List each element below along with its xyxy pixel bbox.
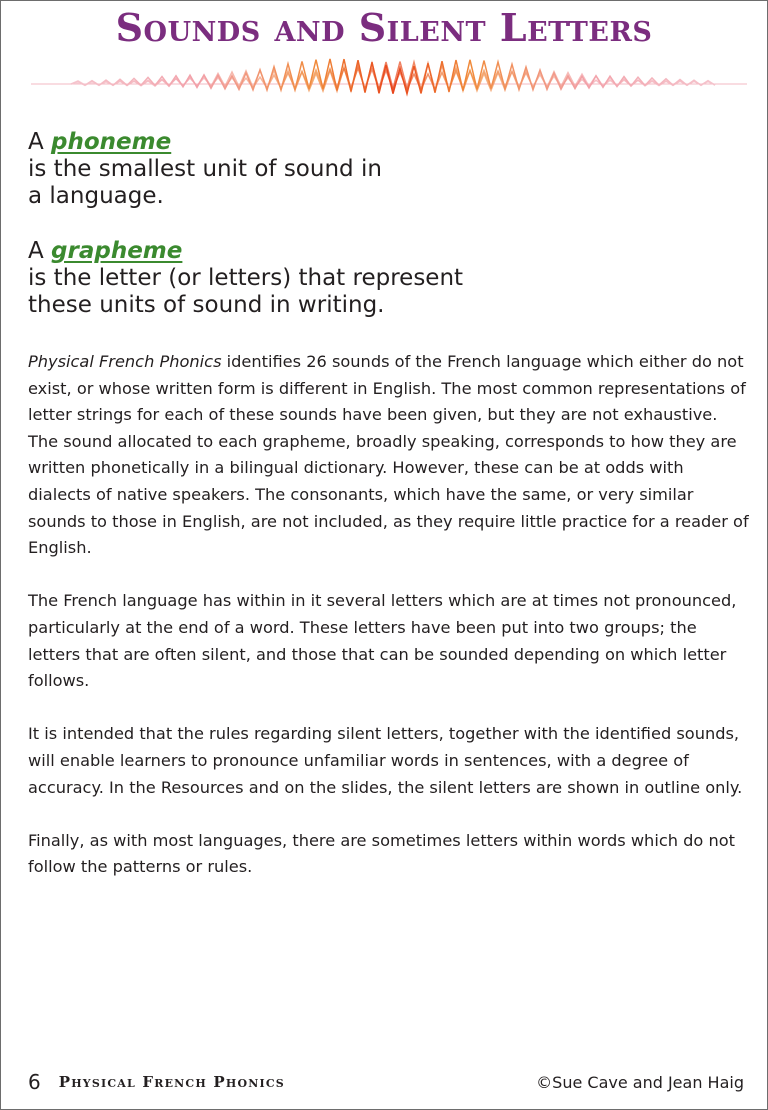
book-title-italic: Physical French Phonics: [28, 352, 222, 371]
term-phoneme: phoneme: [51, 129, 172, 155]
definitions: [28, 129, 728, 319]
copyright-notice: ©Sue Cave and Jean Haig: [536, 1072, 744, 1092]
definition-grapheme: [28, 238, 728, 319]
page-title: Sounds and Silent Letters: [115, 5, 653, 50]
definition-article: A: [28, 238, 44, 264]
definition-text-2: a language.: [28, 183, 164, 209]
term-grapheme: grapheme: [51, 238, 183, 264]
wave-stroke-2: [71, 62, 715, 91]
paragraph-3: It is intended that the rules regarding silent letters, together with the identified sounds, will enable learners to pronounce unfamiliar words in sentences, with a degree of accuracy. In the Resources and on the slides, the silent letters are shown in outline only.: [28, 724, 743, 797]
paragraph-4: Finally, as with most languages, there are sometimes letters within words which do not follow the patterns or rules.: [28, 830, 735, 877]
paragraph-1-text: identifies 26 sounds of the French language which either do not exist, or whose written form is different in English. The most common representations of letter strings for each of these sounds have been given, but they are not exhaustive. The sound allocated to each grapheme, broadly speaking, corresponds to how they are written phonetically in a bilingual dictionary. However, these can be at odds with dialects of native speakers. The consonants, which have the same, or very similar sounds to those in English, are not included, as they require little practice for a reader of English.: [28, 352, 749, 558]
footer: [28, 1067, 744, 1097]
sound-wave-graphic: [31, 51, 747, 109]
definition-text: is the smallest unit of sound in: [28, 156, 382, 182]
paragraph-2: The French language has within in it several letters which are at times not pronounced, particularly at the end of a word. These letters have been put into two groups; the letters that are often silent, and those that can be sounded depending on which letter follows.: [28, 591, 737, 691]
body-text: [28, 349, 750, 907]
definition-article: A: [28, 129, 44, 155]
paragraph-1: [28, 349, 750, 562]
definition-text-2: these units of sound in writing.: [28, 292, 385, 318]
definition-text: is the letter (or letters) that represent: [28, 265, 464, 291]
footer-book-title: Physical French Phonics: [58, 1073, 285, 1091]
definition-phoneme: [28, 129, 728, 210]
page-number: 6: [28, 1070, 41, 1094]
